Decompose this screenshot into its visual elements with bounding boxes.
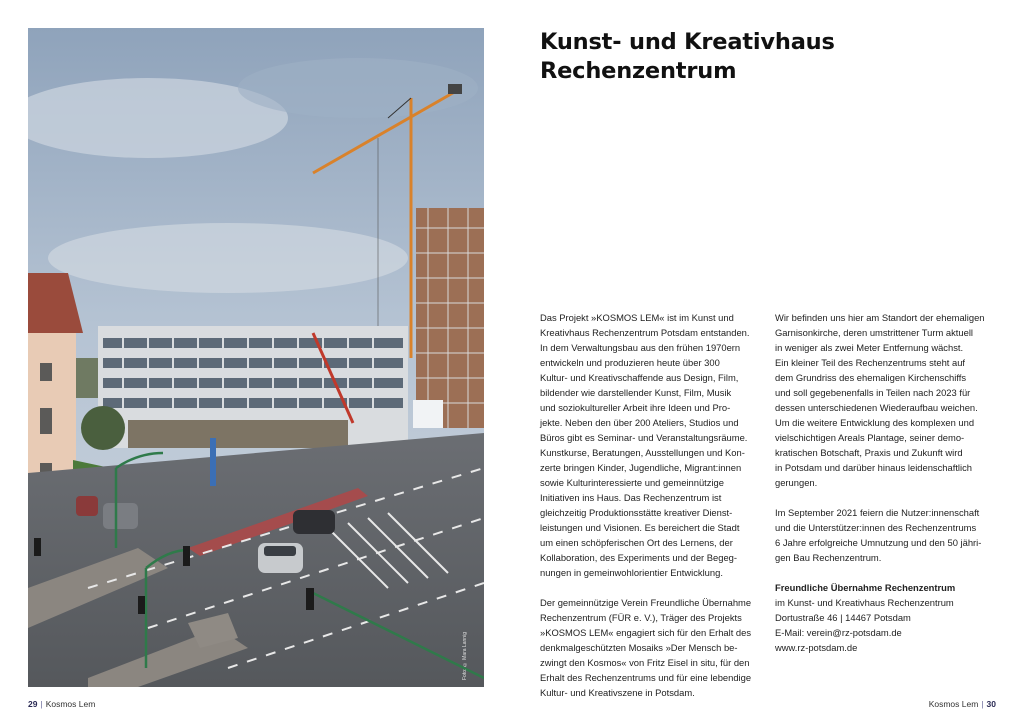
footer-left xyxy=(28,699,95,709)
footer-separator: | xyxy=(981,699,984,709)
contact-heading: Freundliche Übernahme Rechenzentrum xyxy=(775,582,956,593)
text-line: 6 Jahre erfolgreiche Umnutzung und den 50 jähri- xyxy=(775,537,982,548)
text-line: Das Projekt »KOSMOS LEM« ist im Kunst und xyxy=(540,312,734,323)
text-line: bildender wie darstellender Kunst, Film, Musik xyxy=(540,387,732,398)
text-column-left xyxy=(540,310,768,715)
contact-line: im Kunst- und Kreativhaus Rechenzentrum xyxy=(775,597,954,608)
title-line: Rechenzentrum xyxy=(540,58,737,84)
page-number-left: 29 xyxy=(28,699,38,709)
text-line: kratischen Botschaft, Praxis und Zukunft wird xyxy=(775,447,963,458)
text-line: Im September 2021 feiern die Nutzer:innenschaft xyxy=(775,507,980,518)
text-line: um einen schöpferischen Ort des Lernens, der xyxy=(540,537,733,548)
text-line: in weniger als zwei Meter Entfernung wächst. xyxy=(775,342,964,353)
street-scene-illustration xyxy=(28,28,484,687)
text-line: Kreativhaus Rechenzentrum Potsdam entstanden. xyxy=(540,327,750,338)
text-line: Erhalt des Rechenzentrums und für eine lebendige xyxy=(540,672,752,683)
text-line: Wir befinden uns hier am Standort der ehemaligen xyxy=(775,312,985,323)
text-line: In dem Verwaltungsbau aus den frühen 1970ern xyxy=(540,342,741,353)
text-line: jekte. Neben den über 200 Ateliers, Studios und xyxy=(540,417,739,428)
publication-name: Kosmos Lem xyxy=(45,699,96,709)
title-line: Kunst- und Kreativhaus xyxy=(540,29,835,55)
street-photo xyxy=(28,28,484,687)
text-line: denkmalgeschützten Mosaiks »Der Mensch be- xyxy=(540,642,738,653)
text-line: sowie Kulturinteressierte und gemeinnützige xyxy=(540,477,724,488)
text-line: Garnisonkirche, deren umstrittener Turm aktuell xyxy=(775,327,973,338)
text-line: zerte bringen Kinder, Jugendliche, Migrant:innen xyxy=(540,462,742,473)
intro-paragraph xyxy=(540,310,768,580)
contact-email[interactable]: E-Mail: verein@rz-potsdam.de xyxy=(775,627,902,638)
anniversary-paragraph xyxy=(775,505,1003,565)
text-line: Um die weitere Entwicklung des komplexen und xyxy=(775,417,975,428)
text-line: gen Bau Rechenzentrum. xyxy=(775,552,882,563)
publication-name: Kosmos Lem xyxy=(928,699,979,709)
text-line: Kultur- und Kreativszene in Potsdam. xyxy=(540,687,695,698)
text-line: Kunstkurse, Beratungen, Ausstellungen und Kon- xyxy=(540,447,745,458)
text-line: Kollaboration, des Experiments und der Begeg- xyxy=(540,552,737,563)
text-line: entwickeln und produzieren heute über 300 xyxy=(540,357,720,368)
location-paragraph xyxy=(775,310,1003,490)
text-column-right xyxy=(775,310,1003,670)
text-line: gleichzeitig Produktionsstätte kreativer Dienst- xyxy=(540,507,733,518)
page-title xyxy=(540,28,990,86)
page-number-right: 30 xyxy=(986,699,996,709)
text-line: nungen in gemeinwohlorientier Entwicklung. xyxy=(540,567,723,578)
text-line: gerungen. xyxy=(775,477,818,488)
text-line: vielschichtigen Areals Plantage, seiner demo- xyxy=(775,432,965,443)
text-line: und soll gegebenenfalls in Teilen nach 2023 für xyxy=(775,387,971,398)
text-line: und die Unterstützer:innen des Rechenzentrums xyxy=(775,522,977,533)
text-line: Initiativen ins Haus. Das Rechenzentrum ist xyxy=(540,492,722,503)
text-line: Der gemeinnützige Verein Freundliche Übernahme xyxy=(540,597,752,608)
footer-separator: | xyxy=(40,699,43,709)
text-line: in Potsdam und darüber hinaus leidenschaftlich xyxy=(775,462,972,473)
text-line: dem Grundriss des ehemaligen Kirchenschiffs xyxy=(775,372,967,383)
text-line: dessen unterschiedenen Wiederaufbau weichen. xyxy=(775,402,978,413)
text-line: »KOSMOS LEM« engagiert sich für den Erhalt des xyxy=(540,627,752,638)
contact-website[interactable]: www.rz-potsdam.de xyxy=(775,642,858,653)
text-line: Büros gibt es Seminar- und Veranstaltungsräume. xyxy=(540,432,748,443)
text-line: und soziokultureller Arbeit ihre Ideen und Pro- xyxy=(540,402,731,413)
footer-right xyxy=(929,699,996,709)
text-line: Rechenzentrum (FÜR e. V.), Träger des Projekts xyxy=(540,612,742,623)
text-line: Kultur- und Kreativschaffende aus Design, Film, xyxy=(540,372,739,383)
association-paragraph xyxy=(540,595,768,700)
photo-credit: Foto: © Mara Lannig xyxy=(462,632,468,680)
contact-block xyxy=(775,580,1003,655)
contact-address: Dortustraße 46 | 14467 Potsdam xyxy=(775,612,911,623)
text-line: zwingt den Kosmos« von Fritz Eisel in situ, für den xyxy=(540,657,750,668)
text-line: leistungen und Visionen. Es bereichert die Stadt xyxy=(540,522,740,533)
text-line: Ein kleiner Teil des Rechenzentrums steht auf xyxy=(775,357,966,368)
